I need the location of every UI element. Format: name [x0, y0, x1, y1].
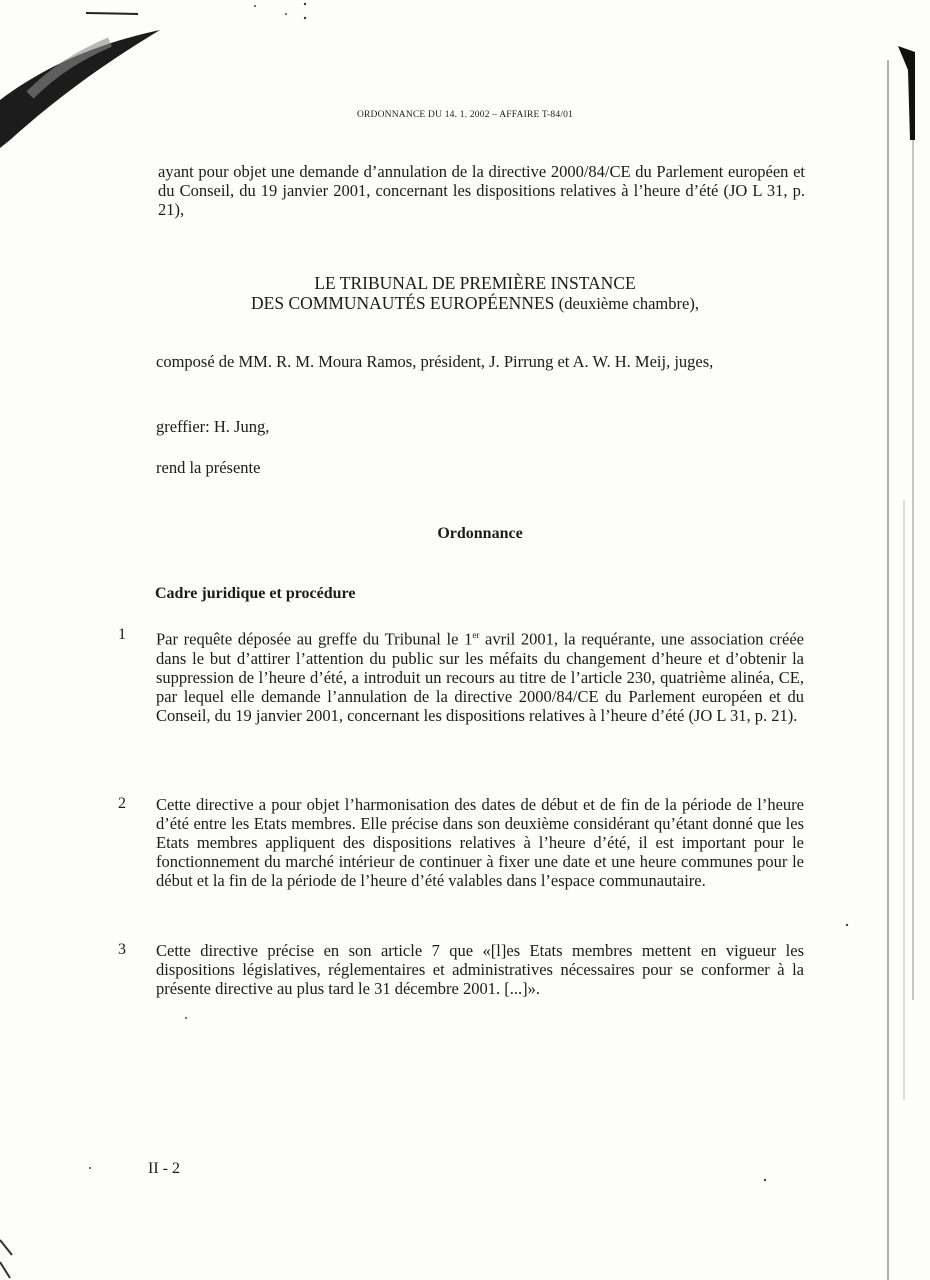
paragraph-2: Cette directive a pour objet l’harmonisation des dates de début et de fin de la période de l’heure d’été entre les Etats membres. Elle précise dans son deuxième considérant qu’étant donné que les Etats membres appliquent des dispositions relatives à l’heure d’été, il est important pour le fonctionnement du marché intérieur de continuer à fixer une date et une heure communes pour le début et la fin de la période de l’heure d’été valables dans l’espace communautaire.	[156, 795, 804, 890]
document-title: Ordonnance	[437, 525, 523, 542]
court-heading-line1: LE TRIBUNAL DE PREMIÈRE INSTANCE	[314, 273, 636, 293]
paragraph-1-sup: er	[472, 630, 480, 640]
intro-paragraph: ayant pour objet une demande d’annulation de la directive 2000/84/CE du Parlement européen et du Conseil, du 19 janvier 2001, concernant les dispositions relatives à l’heure d’été (JO L 31, p. 21),	[158, 162, 805, 219]
paragraph-number: 3	[118, 941, 126, 958]
paragraph-1-text-a: Par requête déposée au greffe du Tribunal le 1	[156, 629, 473, 649]
paragraph-number: 2	[118, 795, 126, 812]
paragraph-number: 1	[118, 626, 126, 643]
court-chamber: (deuxième chambre),	[558, 294, 699, 313]
composition-paragraph: composé de MM. R. M. Moura Ramos, président, J. Pirrung et A. W. H. Meij, juges,	[156, 352, 714, 371]
section-title: Cadre juridique et procédure	[155, 585, 356, 602]
paragraph-1-text-b: avril 2001, la requérante, une association créée dans le but d’attirer l’attention du public sur les méfaits du changement d’heure et d’obtenir la suppression de l’heure d’été, a introduit un recours au titre de l’article 230, quatrième alinéa, CE, par lequel elle demande l’annulation de la directive 2000/84/CE du Parlement européen et du Conseil, du 19 janvier 2001, concernant les dispositions relatives à l’heure d’été (JO L 31, p. 21).	[156, 629, 805, 725]
greffier-line: greffier: H. Jung,	[156, 417, 270, 436]
running-header: ORDONNANCE DU 14. 1. 2002 – AFFAIRE T-84/01	[356, 110, 574, 120]
paragraph-1	[156, 626, 804, 725]
court-heading	[140, 273, 810, 314]
court-heading-line2-main: DES COMMUNAUTÉS EUROPÉENNES	[251, 293, 555, 313]
paragraph-3: Cette directive précise en son article 7 que «[l]es Etats membres mettent en vigueur les dispositions législatives, réglementaires et administratives nécessaires pour se conformer à la présente directive au plus tard le 31 décembre 2001. [...]».	[156, 941, 804, 998]
page-number: II - 2	[148, 1160, 180, 1177]
court-heading-line2	[140, 293, 810, 314]
rend-line: rend la présente	[156, 458, 261, 477]
